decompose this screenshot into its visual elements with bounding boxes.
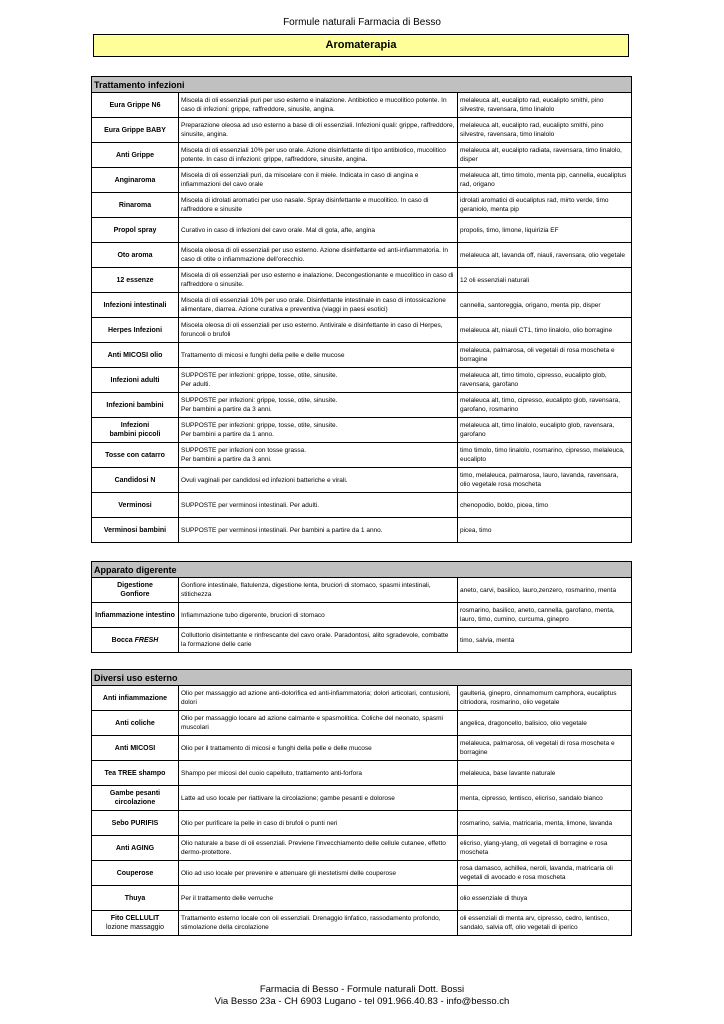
product-name (92, 736, 179, 761)
section-apparato-digerente (91, 561, 631, 653)
product-table (91, 561, 632, 653)
table-row (92, 628, 632, 653)
product-name-text: Propol spray (113, 226, 157, 234)
product-description: Miscela oleosa di oli essenziali per uso esterno. Antivirale e disinfettante in caso di Herpes, foruncoli o brufoli (179, 318, 458, 343)
product-name (92, 218, 179, 243)
product-ingredients: 12 oli essenziali naturali (458, 268, 632, 293)
product-name (92, 368, 179, 393)
table-row (92, 268, 632, 293)
section-heading: Trattamento infezioni (92, 77, 632, 93)
table-row (92, 168, 632, 193)
product-ingredients: melaleuca alt, lavanda off, niauli, ravensara, olio vegetale (458, 243, 632, 268)
product-ingredients: idrolati aromatici di eucaliptus rad, mirto verde, timo geraniolo, menta pip (458, 193, 632, 218)
product-name (92, 711, 179, 736)
product-description: SUPPOSTE per infezioni: grippe, tosse, otite, sinusite. Per adulti. (179, 368, 458, 393)
product-name-text: Infiammazione intestino (95, 611, 175, 619)
product-name-text: Anti MICOSI olio (107, 351, 163, 359)
product-name-text: Verminosi (118, 501, 152, 509)
table-row (92, 761, 632, 786)
page-title: Aromaterapia (93, 34, 629, 57)
product-name-text: Sebo PURIFIS (111, 819, 159, 827)
product-name (92, 578, 179, 603)
product-name-text: Anginaroma (114, 176, 156, 184)
product-name (92, 686, 179, 711)
product-description: Infiammazione tubo digerente, bruciori di stomaco (179, 603, 458, 628)
product-name-text: Thuya (124, 894, 146, 902)
product-name-text: Anti coliche (115, 719, 155, 727)
product-description: Miscela di oli essenziali 10% per uso orale. Disinfettante intestinale in caso di intossicazione alimentare, diarrea. Azione curativa e preventiva (viaggi in paesi esotici) (179, 293, 458, 318)
product-description: Latte ad uso locale per riattivare la circolazione; gambe pesanti e dolorose (179, 786, 458, 811)
product-name (92, 911, 179, 936)
product-ingredients: oli essenziali di menta arv, cipresso, cedro, lentisco, sandalo, salvia off, olio vegetali di iperico (458, 911, 632, 936)
product-name (92, 493, 179, 518)
table-row (92, 293, 632, 318)
product-name (92, 786, 179, 811)
product-name (92, 193, 179, 218)
table-row (92, 343, 632, 368)
product-name-text: Bocca FRESH (111, 636, 159, 644)
product-name-text: Couperose (116, 869, 154, 877)
table-row (92, 811, 632, 836)
table-row (92, 218, 632, 243)
product-ingredients: angelica, dragoncello, balisico, olio vegetale (458, 711, 632, 736)
product-description: Olio per massaggio ad azione anti-dolorifica ed anti-infiammatoria; dolori articolari, contusioni, dolori (179, 686, 458, 711)
product-description: Per il trattamento delle verruche (179, 886, 458, 911)
table-row (92, 368, 632, 393)
product-ingredients: rosmarino, basilico, aneto, cannella, garofano, menta, lauro, timo, cumino, curcuma, ginepro (458, 603, 632, 628)
product-name (92, 118, 179, 143)
product-name (92, 628, 179, 653)
section-heading: Diversi uso esterno (92, 670, 632, 686)
product-ingredients: melaleuca alt, niauli CT1, timo linalolo, olio borragine (458, 318, 632, 343)
table-row (92, 118, 632, 143)
section-diversi-uso-esterno (91, 669, 631, 936)
product-name-text: Anti MICOSI (114, 744, 156, 752)
product-name (92, 418, 179, 443)
section-heading: Apparato digerente (92, 562, 632, 578)
product-description: SUPPOSTE per infezioni: grippe, tosse, otite, sinusite. Per bambini a partire da 3 anni. (179, 393, 458, 418)
product-name (92, 268, 179, 293)
product-ingredients: melaleuca, palmarosa, oli vegetali di rosa moscheta e borragine (458, 343, 632, 368)
footer-line-1: Farmacia di Besso - Formule naturali Dott. Bossi (259, 984, 465, 995)
table-row (92, 836, 632, 861)
product-ingredients: melaleuca alt, eucalipto radiata, ravensara, timo linalolo, disper (458, 143, 632, 168)
product-description: SUPPOSTE per infezioni: grippe, tosse, otite, sinusite. Per bambini a partire da 1 anno. (179, 418, 458, 443)
product-ingredients: melaleuca alt, timo timolo, cipresso, eucalipto glob, ravensara, garofano (458, 368, 632, 393)
product-description: Olio per il trattamento di micosi e funghi della pelle e delle mucose (179, 736, 458, 761)
product-name (92, 761, 179, 786)
product-ingredients: menta, cipresso, lentisco, elicriso, sandalo bianco (458, 786, 632, 811)
table-row (92, 443, 632, 468)
product-ingredients: rosa damasco, achillea, neroli, lavanda, matricaria oli vegetali di avocado e rosa moscheta (458, 861, 632, 886)
product-name-text: Rinaroma (118, 201, 152, 209)
table-row (92, 518, 632, 543)
table-row (92, 603, 632, 628)
product-name (92, 518, 179, 543)
product-ingredients: elicriso, ylang-ylang, oli vegetali di borragine e rosa moscheta (458, 836, 632, 861)
product-name-text: Verminosi bambini (103, 526, 167, 534)
product-ingredients: gaulteria, ginepro, cinnamomum camphora, eucaliptus citriodora, rosmarino, olio vegetale (458, 686, 632, 711)
product-name-text: Digestione Gonfiore (117, 582, 153, 598)
product-name (92, 443, 179, 468)
product-name-text: Infezioni bambini piccoli (109, 422, 161, 438)
product-name-text: Herpes Infezioni (107, 326, 163, 334)
product-name-text: 12 essenze (116, 276, 154, 284)
product-table (91, 669, 632, 936)
product-table (91, 76, 632, 543)
product-name-text: Infezioni bambini (106, 401, 164, 409)
product-ingredients: melaleuca, base lavante naturale (458, 761, 632, 786)
product-description: Trattamento esterno locale con oli essenziali. Drenaggio linfatico, rassodamento profondo, stimolazione della circolazione (179, 911, 458, 936)
product-ingredients: aneto, carvi, basilico, lauro,zenzero, rosmarino, menta (458, 578, 632, 603)
product-description: Curativo in caso di infezioni del cavo orale. Mal di gola, afte, angina (179, 218, 458, 243)
product-name (92, 293, 179, 318)
product-name-text: Gambe pesanti circolazione (109, 790, 161, 806)
product-name-text: Infezioni intestinali (103, 301, 167, 309)
product-name-text: Oto aroma (117, 251, 153, 259)
product-description: Miscela oleosa di oli essenziali per uso esterno. Azione disinfettante ed anti-infiammatoria. In caso di otite o infiammazione dell'orecchio. (179, 243, 458, 268)
product-name (92, 143, 179, 168)
product-description: Olio per purificare la pelle in caso di brufoli o punti neri (179, 811, 458, 836)
product-ingredients: chenopodio, boldo, picea, timo (458, 493, 632, 518)
product-name-text: Infezioni adulti (110, 376, 160, 384)
product-description: Miscela di idrolati aromatici per uso nasale. Spray disinfettante e mucolitico. In caso di raffreddore e sinusite (179, 193, 458, 218)
product-name (92, 886, 179, 911)
product-name (92, 168, 179, 193)
product-ingredients: rosmarino, salvia, matricaria, menta, limone, lavanda (458, 811, 632, 836)
product-ingredients: melaleuca, palmarosa, oli vegetali di rosa moscheta e borragine (458, 736, 632, 761)
product-ingredients: propolis, timo, limone, liquirizia EF (458, 218, 632, 243)
table-row (92, 886, 632, 911)
product-name (92, 836, 179, 861)
product-ingredients: olio essenziale di thuya (458, 886, 632, 911)
product-description: Miscela di oli essenziali puri, da miscelare con il miele. Indicata in caso di angina e infiammazioni del cavo orale (179, 168, 458, 193)
product-description: Trattamento di micosi e funghi della pelle e delle mucose (179, 343, 458, 368)
product-name-text: Anti infiammazione (102, 694, 168, 702)
table-row (92, 393, 632, 418)
table-row (92, 861, 632, 886)
product-ingredients: melaleuca alt, timo timolo, menta pip, cannella, eucaliptus rad, origano (458, 168, 632, 193)
product-description: Gonfiore intestinale, flatulenza, digestione lenta, bruciori di stomaco, spasmi intestinali, stitichezza (179, 578, 458, 603)
page-footer (0, 984, 724, 1008)
table-row (92, 786, 632, 811)
product-description: Colluttorio disintettante e rinfrescante del cavo orale. Paradontosi, alito sgradevole, combatte la formazione delle carie (179, 628, 458, 653)
product-description: Olio ad uso locale per prevenire e attenuare gli inestetismi delle couperose (179, 861, 458, 886)
product-name (92, 93, 179, 118)
table-row (92, 711, 632, 736)
document-header: Formule naturali Farmacia di Besso (283, 17, 441, 28)
product-name-text: Eura Grippe BABY (104, 126, 166, 134)
footer-line-2: Via Besso 23a - CH 6903 Lugano - tel 091.966.40.83 - info@besso.ch (214, 996, 510, 1007)
product-name-text: Anti AGING (115, 844, 155, 852)
product-ingredients: picea, timo (458, 518, 632, 543)
product-description: Miscela di oli essenziali per uso esterno e inalazione. Decongestionante e mucolitico in caso di raffreddore o sinusite. (179, 268, 458, 293)
table-row (92, 143, 632, 168)
table-row (92, 418, 632, 443)
product-description: Olio per massaggio locare ad azione calmante e spasmolitica. Coliche del neonato, spasmi muscolari (179, 711, 458, 736)
table-row (92, 318, 632, 343)
product-name-text: Eura Grippe N6 (109, 101, 161, 109)
section-trattamento-infezioni (91, 76, 631, 543)
product-description: Preparazione oleosa ad uso esterno a base di oli essenziali. Infezioni quali: grippe, raffreddore, sinusite, angina. (179, 118, 458, 143)
product-description: SUPPOSTE per verminosi intestinali. Per bambini a partire da 1 anno. (179, 518, 458, 543)
product-ingredients: melaleuca alt, timo, cipresso, eucalipto glob, ravensara, garofano, rosmarino (458, 393, 632, 418)
product-subtitle: lozione massaggio (106, 924, 164, 931)
product-name (92, 861, 179, 886)
table-row (92, 578, 632, 603)
product-name-text: Tea TREE shampo (104, 769, 166, 777)
product-description: SUPPOSTE per infezioni con tosse grassa. Per bambini a partire da 3 anni. (179, 443, 458, 468)
table-row (92, 686, 632, 711)
product-ingredients: melaleuca alt, timo linalolo, eucalipto glob, ravensara, garofano (458, 418, 632, 443)
product-name (92, 393, 179, 418)
table-row (92, 93, 632, 118)
product-description: Miscela di oli essenziali puri per uso esterno e inalazione. Antibiotico e mucolitico potente. In caso di infezioni: grippe, raffreddore, sinusite, angina. (179, 93, 458, 118)
product-ingredients: melaleuca alt, eucalipto rad, eucalipto smithi, pino silvestre, ravensara, timo linalolo (458, 93, 632, 118)
product-ingredients: melaleuca alt, eucalipto rad, eucalipto smithi, pino silvestre, ravensara, timo linalolo (458, 118, 632, 143)
product-ingredients: timo timolo, timo linalolo, rosmarino, cipresso, melaleuca, eucalipto (458, 443, 632, 468)
product-name (92, 318, 179, 343)
product-ingredients: timo, melaleuca, palmarosa, lauro, lavanda, ravensara, olio vegetale rosa moscheta (458, 468, 632, 493)
product-name (92, 468, 179, 493)
product-name-text: Candidosi N (114, 476, 156, 484)
table-row (92, 493, 632, 518)
product-name (92, 811, 179, 836)
table-row (92, 468, 632, 493)
product-description: SUPPOSTE per verminosi intestinali. Per adulti. (179, 493, 458, 518)
product-description: Shampo per micosi del cuoio capelluto, trattamento anti-forfora (179, 761, 458, 786)
table-row (92, 736, 632, 761)
product-description: Ovuli vaginali per candidosi ed infezioni batteriche e virali. (179, 468, 458, 493)
product-name-text: Fito CELLULIT (110, 915, 160, 922)
product-ingredients: cannella, santoreggia, origano, menta pip, disper (458, 293, 632, 318)
table-row (92, 193, 632, 218)
product-name-text: Anti Grippe (115, 151, 155, 159)
product-name (92, 243, 179, 268)
product-description: Miscela di oli essenziali 10% per uso orale. Azione disinfettante di tipo antibiotico, mucolitico potente. In caso di infezioni: grippe, raffreddore, sinusite, angina. (179, 143, 458, 168)
product-name (92, 603, 179, 628)
product-description: Olio naturale a base di oli essenziali. Previene l'invecchiamento delle cellule cutanee, effetto dermo-protettore. (179, 836, 458, 861)
product-name (92, 343, 179, 368)
product-name-text: Tosse con catarro (105, 451, 165, 459)
product-ingredients: timo, salvia, menta (458, 628, 632, 653)
table-row (92, 911, 632, 936)
table-row (92, 243, 632, 268)
